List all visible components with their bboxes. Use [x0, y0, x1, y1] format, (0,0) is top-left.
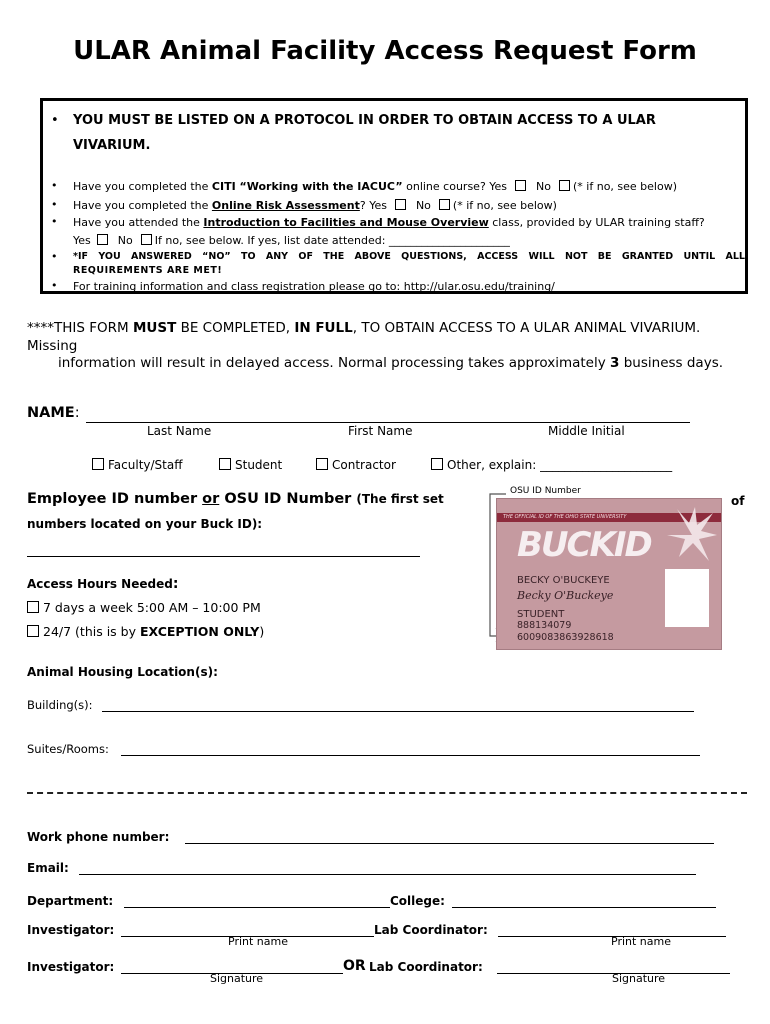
investigator-print-caption: Print name [228, 935, 288, 948]
buckid-sample-image [488, 486, 720, 649]
citi-no-checkbox[interactable] [559, 180, 570, 191]
intro-no-checkbox[interactable] [141, 234, 152, 245]
risk-question [73, 199, 557, 212]
access-option-24-7[interactable] [27, 624, 264, 639]
notice-p5: business days. [619, 355, 724, 371]
card-banner: THE OFFICIAL ID OF THE OHIO STATE UNIVERSITY [503, 514, 627, 520]
employee-paren: (The first set [356, 492, 444, 506]
notice-p3: , TO OBTAIN ACCESS TO A ULAR ANIMAL VIVARIUM. [352, 320, 701, 336]
email-label: Email: [27, 861, 69, 875]
notice-p4: information will result in delayed access. Normal processing takes approximately [58, 355, 611, 371]
requirements-box [40, 98, 748, 294]
bullet: • [51, 113, 59, 128]
card-signature: Becky O'Buckeye [517, 589, 614, 602]
other-checkbox[interactable] [431, 458, 443, 470]
employee-id-label-cont: numbers located on your Buck ID): [27, 517, 263, 531]
housing-label: Animal Housing Location(s): [27, 665, 218, 679]
contractor-label: Contractor [332, 458, 396, 472]
exception-only: EXCEPTION ONLY [139, 624, 260, 639]
intro-date-field[interactable]: If no, see below. If yes, list date attended: ______________________ [154, 234, 510, 247]
student-label: Student [235, 458, 283, 472]
all-hours-close: ) [259, 624, 265, 639]
employee-or: or [202, 491, 220, 507]
or-label: OR [343, 958, 366, 974]
buildings-field[interactable] [102, 711, 694, 712]
all-hours-label: 24/7 (this is by [43, 624, 140, 639]
first-name-caption: First Name [348, 424, 413, 438]
osu-id-text: OSU ID Number [219, 491, 357, 507]
protocol-requirement-cont: VIVARIUM. [73, 138, 151, 153]
intro-yes: Yes [73, 234, 91, 247]
college-label: College: [390, 894, 445, 908]
protocol-requirement: YOU MUST BE LISTED ON A PROTOCOL IN ORDER TO OBTAIN ACCESS TO A ULAR [73, 113, 656, 128]
investigator-label: Investigator: [27, 923, 115, 937]
warning-text: *IF YOU ANSWERED “NO” TO ANY OF THE ABOVE QUESTIONS, ACCESS WILL NOT BE GRANTED UNTIL ALL [73, 251, 745, 262]
other-label[interactable]: Other, explain: ______________________ [447, 458, 673, 472]
risk-yes: ? Yes [359, 199, 387, 212]
work-phone-label: Work phone number: [27, 830, 170, 844]
bullet: • [51, 250, 58, 263]
faculty-label: Faculty/Staff [108, 458, 183, 472]
investigator-sig-label: Investigator: [27, 960, 115, 974]
intro-question [73, 216, 705, 229]
middle-initial-caption: Middle Initial [548, 424, 625, 438]
employee-id-label [27, 491, 444, 507]
student-checkbox[interactable] [219, 458, 231, 470]
role-faculty[interactable] [92, 458, 182, 472]
access-hours-text: Access Hours Needed [27, 577, 173, 591]
department-label: Department: [27, 894, 114, 908]
risk-no-checkbox[interactable] [439, 199, 450, 210]
risk-assessment-name: Online Risk Assessment [211, 199, 360, 212]
citi-pre: Have you completed the [73, 180, 212, 193]
access-option-standard[interactable] [27, 600, 261, 615]
section-divider [27, 792, 747, 794]
notice-p2: BE COMPLETED, [176, 320, 295, 336]
card-holder-name: BECKY O'BUCKEYE [517, 575, 610, 586]
bullet: • [51, 179, 58, 192]
notice-p1: ****THIS FORM [27, 320, 133, 336]
lab-coordinator-print-caption: Print name [611, 935, 671, 948]
form-title: ULAR Animal Facility Access Request Form [73, 36, 697, 66]
citi-yes: online course? Yes [402, 180, 508, 193]
role-student[interactable] [219, 458, 282, 472]
employee-id-text: Employee ID number [27, 491, 203, 507]
citi-question [73, 180, 677, 193]
suites-label: Suites/Rooms: [27, 742, 109, 756]
last-name-caption: Last Name [147, 424, 212, 438]
email-field[interactable] [79, 874, 696, 875]
name-field[interactable] [86, 422, 690, 423]
faculty-checkbox[interactable] [92, 458, 104, 470]
citi-note: (* if no, see below) [573, 180, 678, 193]
citi-no: No [536, 180, 552, 193]
intro-pre: Have you attended the [73, 216, 204, 229]
card-role: STUDENT [517, 609, 565, 620]
standard-hours-label: 7 days a week 5:00 AM – 10:00 PM [43, 600, 261, 615]
notice-missing: Missing [27, 338, 78, 354]
intro-class-name: Introduction to Facilities and Mouse Overview [203, 216, 489, 229]
standard-hours-checkbox[interactable] [27, 601, 39, 613]
risk-no: No [415, 199, 431, 212]
department-field[interactable] [124, 907, 390, 908]
buckid-card [496, 498, 722, 650]
photo-placeholder [665, 569, 709, 627]
buckid-logo: BUCKID [517, 525, 651, 565]
card-number: 6009083863928618 [517, 632, 614, 643]
buckid-caption: OSU ID Number [510, 486, 581, 496]
all-hours-checkbox[interactable] [27, 625, 39, 637]
notice [27, 320, 757, 336]
citi-course-name: CITI “Working with the IACUC” [211, 180, 403, 193]
notice-must: MUST [132, 320, 177, 336]
college-field[interactable] [452, 907, 716, 908]
card-id-number: 888134079 [517, 620, 572, 631]
risk-yes-checkbox[interactable] [395, 199, 406, 210]
notice-in-full: IN FULL [294, 320, 353, 336]
role-other[interactable] [431, 458, 672, 472]
name-label: NAME: [27, 405, 80, 421]
intro-answers [73, 234, 510, 247]
citi-yes-checkbox[interactable] [515, 180, 526, 191]
name-label-text: NAME [27, 405, 75, 421]
bullet: • [51, 198, 58, 211]
contractor-checkbox[interactable] [316, 458, 328, 470]
processing-days: 3 [610, 355, 620, 371]
work-phone-field[interactable] [185, 843, 714, 844]
lab-coordinator-sig-label: Lab Coordinator: [369, 960, 483, 974]
employee-id-field[interactable] [27, 556, 420, 557]
intro-post: class, provided by ULAR training staff? [488, 216, 705, 229]
lab-coordinator-signature-caption: Signature [612, 972, 666, 985]
risk-pre: Have you completed the [73, 199, 212, 212]
bullet: • [51, 215, 58, 228]
intro-no: No [117, 234, 133, 247]
buildings-label: Building(s): [27, 698, 93, 712]
bullet: • [51, 279, 58, 292]
buckeye-leaf-icon [667, 505, 717, 565]
risk-note: (* if no, see below) [452, 199, 557, 212]
access-hours-label: Access Hours Needed: [27, 576, 179, 592]
notice-processing [58, 355, 723, 371]
training-info: For training information and class registration please go to: http://ular.osu.edu/training/ [73, 280, 555, 293]
investigator-signature-caption: Signature [210, 972, 264, 985]
suites-field[interactable] [121, 755, 700, 756]
warning-text-cont: REQUIREMENTS ARE MET! [73, 265, 223, 276]
employee-of: of [731, 494, 745, 508]
role-contractor[interactable] [316, 458, 396, 472]
intro-yes-checkbox[interactable] [97, 234, 108, 245]
lab-coordinator-label: Lab Coordinator: [374, 923, 488, 937]
